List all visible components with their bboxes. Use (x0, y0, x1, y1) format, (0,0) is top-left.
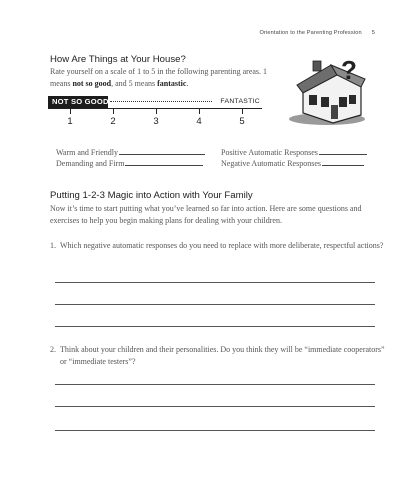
question-number: 1. (50, 241, 56, 250)
question-number: 2. (50, 345, 56, 354)
question-mark-glyph: ? (341, 55, 357, 85)
not-so-good-term: not so good (72, 78, 112, 88)
rating-blank[interactable] (125, 157, 203, 166)
running-title: Orientation to the Parenting Profession (259, 30, 362, 36)
scale-axis (48, 108, 262, 116)
rating-instructions: Rate yourself on a scale of 1 to 5 in the following parenting areas. 1 means not so good, and 5 means fantastic. (50, 67, 268, 88)
section-intro: Now it’s time to start putting what you’ve learned so far into action. Here are some questions and exercises to help you begin making plans for dealing with your children. (50, 204, 362, 225)
scale-number-5: 5 (239, 116, 245, 127)
scale-number-3: 3 (153, 116, 159, 127)
rating-item: Demanding and Firm (56, 157, 203, 168)
answer-line[interactable] (55, 304, 375, 305)
scale-number-1: 1 (67, 116, 73, 127)
rating-item: Positive Automatic Responses (221, 146, 367, 157)
scale-right-label: FANTASTIC (220, 97, 260, 105)
page-number: 5 (371, 30, 375, 36)
scale-number-4: 4 (196, 116, 202, 127)
answer-line[interactable] (55, 430, 375, 431)
scale-dots (110, 101, 212, 102)
rating-scale-bar (48, 96, 262, 108)
fantastic-term: fantastic (157, 78, 187, 88)
answer-line[interactable] (55, 326, 375, 327)
answer-line[interactable] (55, 282, 375, 283)
rating-blank[interactable] (119, 146, 205, 155)
house-question-icon (283, 53, 379, 127)
section-title-action: Putting 1-2-3 Magic into Action with Your Family (50, 190, 253, 201)
question-text: Think about your children and their personalities. Do you think they will be “immediate cooperators” or “immediate testers”? (60, 345, 385, 366)
question-text: Which negative automatic responses do you need to replace with more deliberate, respectful actions? (60, 241, 384, 250)
scale-number-2: 2 (110, 116, 116, 127)
scale-left-label: NOT SO GOOD (52, 97, 109, 106)
section-title-rating: How Are Things at Your House? (50, 54, 186, 65)
rating-item: Warm and Friendly (56, 146, 205, 157)
rating-blank[interactable] (322, 157, 364, 166)
rating-blank[interactable] (319, 146, 367, 155)
rating-item: Negative Automatic Responses (221, 157, 364, 168)
running-header (259, 30, 375, 36)
answer-line[interactable] (55, 406, 375, 407)
answer-line[interactable] (55, 384, 375, 385)
